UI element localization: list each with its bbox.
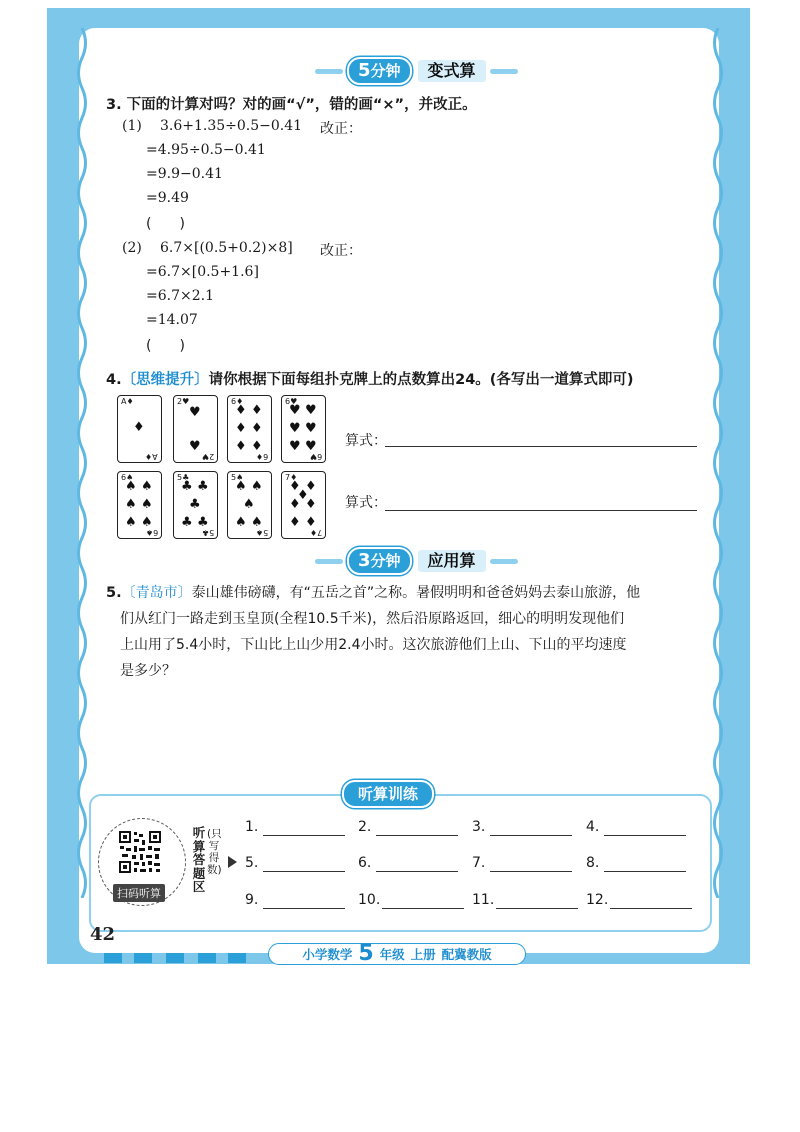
card-pip-icon: ♥ [189,439,201,454]
card-pip-icon: ♣ [181,479,193,494]
answer-area-note: (只写得数) [207,828,222,876]
footer-tick [228,953,246,963]
q4-stem: 请你根据下面每组扑克牌上的点数算出24。(各写出一道算式即可) [208,372,634,388]
answer-blank[interactable] [382,908,464,909]
card-pip-icon: ♦ [305,497,317,512]
card-pip-icon: ♦ [235,439,247,454]
formula-line-1[interactable] [385,446,697,447]
card-rank: A♦ [121,397,134,406]
answer-number: 6. [358,855,372,871]
card-pip-icon: ♠ [251,515,263,530]
q4-tag: 〔思维提升〕 [121,372,209,388]
playing-card [227,395,272,463]
q3-part2-step: =6.7×[0.5+1.6] [146,264,259,280]
card-pip-icon: ♦ [251,439,263,454]
formula-label-1: 算式： [345,433,387,449]
answer-blank[interactable] [376,871,458,872]
card-rank: 6♦ [255,452,268,461]
card-pip-icon: ♦ [235,403,247,418]
card-pip-icon: ♦ [251,421,263,436]
playing-card [173,395,218,463]
card-pip-icon: ♠ [141,515,153,530]
answer-number: 3. [472,819,486,835]
card-rank: 6♠ [121,473,134,482]
card-pip-icon: ♦ [289,479,301,494]
q5-tag: 〔青岛市〕 [121,585,192,601]
listening-title: 听算训练 [342,780,434,808]
answer-number: 9. [245,892,259,908]
card-pip-icon: ♥ [189,405,201,420]
question-5-line: 们从红门一路走到玉皇顶(全程10.5千米)，然后沿原路返回，细心的明明发现他们 [120,611,625,627]
question-5-line [106,582,640,602]
card-pip-icon: ♦ [133,420,145,435]
answer-number: 8. [586,855,600,871]
formula-label-2: 算式： [345,495,387,511]
card-rank: 5♣ [201,528,214,537]
footer-tick [134,953,152,963]
edition: 配冀教版 [441,947,492,962]
section-title: 变式算 [418,60,486,82]
card-pip-icon: ♠ [141,497,153,512]
answer-number: 5. [245,855,259,871]
card-pip-icon: ♥ [289,421,301,436]
q3-part1-fix-label: 改正： [320,121,362,137]
playing-card [281,395,326,463]
scan-label: 扫码听算 [113,884,165,902]
answer-blank[interactable] [610,908,692,909]
answer-blank[interactable] [263,835,345,836]
card-pip-icon: ♣ [189,497,201,512]
q3-part1-expr: 3.6+1.35÷0.5−0.41 [160,118,303,134]
q3-part2-step: =14.07 [146,312,198,328]
card-pip-icon: ♥ [305,439,317,454]
header-dash-right [490,69,518,74]
q3-part1-step: =4.95÷0.5−0.41 [146,142,266,158]
card-pip-icon: ♠ [141,479,153,494]
card-rank: 5♣ [177,473,190,482]
q3-part1-step: =9.49 [146,190,189,206]
answer-number: 10. [358,892,381,908]
header-dash-left [315,69,343,74]
q3-part1-step: =9.9−0.41 [146,166,223,182]
card-pip-icon: ♦ [235,421,247,436]
formula-line-2[interactable] [385,510,697,511]
card-pip-icon: ♦ [289,497,301,512]
card-pip-icon: ♥ [305,403,317,418]
page-number: 42 [90,924,116,945]
card-rank: 5♠ [231,473,244,482]
card-rank: 6♦ [231,397,244,406]
card-pip-icon: ♠ [125,497,137,512]
card-rank: 7♦ [309,528,322,537]
time-badge: 3分钟 [347,547,412,575]
answer-area-label: 听算答题区 [192,825,206,894]
header-dash-right [490,559,518,564]
playing-card [117,395,162,463]
section-header-2 [315,548,518,574]
card-pip-icon: ♣ [197,479,209,494]
grade: 年级 [379,947,405,962]
q5-text: 泰山雄伟磅礴，有“五岳之首”之称。暑假明明和爸爸妈妈去泰山旅游，他 [191,585,641,601]
book-info-badge [268,943,526,965]
q3-part2-answer-paren[interactable]: ( ) [146,338,185,354]
q3-part1-label: (1) [122,118,142,134]
footer-tick [166,953,184,963]
card-pip-icon: ♠ [125,479,137,494]
subject: 小学数学 [302,947,353,962]
question-3-stem: 3. 下面的计算对吗？对的画“√”，错的画“×”，并改正。 [106,97,477,113]
right-wave-border [711,28,725,898]
q3-part2-fix-label: 改正： [320,243,362,259]
answer-blank[interactable] [496,908,578,909]
section-header-1 [315,58,518,84]
q5-number: 5. [106,585,122,601]
header-dash-left [315,559,343,564]
q4-number: 4. [106,372,122,388]
answer-blank[interactable] [263,908,345,909]
card-pip-icon: ♦ [305,515,317,530]
answer-number: 7. [472,855,486,871]
qr-code-icon[interactable] [118,830,162,874]
card-rank: 2♥ [177,397,190,406]
left-wave-border [75,28,89,898]
card-rank: 7♦ [285,473,298,482]
question-5-line: 是多少？ [120,663,176,679]
answer-blank[interactable] [604,835,686,836]
card-rank: 6♥ [309,452,322,461]
answer-number: 4. [586,819,600,835]
grade-number: 5 [358,941,374,966]
card-pip-icon: ♣ [197,515,209,530]
footer-tick [104,953,122,963]
q3-part2-step: =6.7×2.1 [146,288,214,304]
q3-part2-label: (2) [122,240,142,256]
answer-blank[interactable] [490,871,572,872]
card-rank: 2♥ [201,452,214,461]
answer-number: 2. [358,819,372,835]
footer-tick [198,953,216,963]
answer-blank[interactable] [263,871,345,872]
card-pip-icon: ♥ [305,421,317,436]
card-pip-icon: ♠ [243,497,255,512]
question-4 [106,368,634,389]
q3-part1-answer-paren[interactable]: ( ) [146,216,185,232]
answer-number: 1. [245,819,259,835]
playing-card [173,471,218,539]
card-pip-icon: ♠ [235,515,247,530]
playing-card [227,471,272,539]
card-pip-icon: ♦ [305,479,317,494]
answer-number: 12. [586,892,609,908]
volume: 上册 [410,947,436,962]
card-pip-icon: ♦ [251,403,263,418]
answer-blank[interactable] [376,835,458,836]
play-arrow-icon [228,856,237,868]
question-5-line: 上山用了5.4小时，下山比上山少用2.4小时。这次旅游他们上山、下山的平均速度 [120,637,627,653]
card-pip-icon: ♦ [289,515,301,530]
card-pip-icon: ♠ [235,479,247,494]
card-pip-icon: ♥ [289,403,301,418]
playing-card [117,471,162,539]
time-badge: 5分钟 [347,57,412,85]
card-rank: 6♥ [285,397,298,406]
listening-header [342,781,434,807]
card-pip-icon: ♦ [297,488,309,503]
card-pip-icon: ♠ [125,515,137,530]
answer-blank[interactable] [604,871,686,872]
answer-blank[interactable] [490,835,572,836]
card-rank: A♦ [145,452,158,461]
playing-card [281,471,326,539]
card-pip-icon: ♠ [251,479,263,494]
q3-part2-expr: 6.7×[(0.5+0.2)×8] [160,240,293,256]
card-pip-icon: ♣ [181,515,193,530]
card-rank: 5♠ [255,528,268,537]
answer-number: 11. [472,892,495,908]
card-pip-icon: ♥ [289,439,301,454]
card-rank: 6♠ [145,528,158,537]
section-title: 应用算 [418,550,486,572]
